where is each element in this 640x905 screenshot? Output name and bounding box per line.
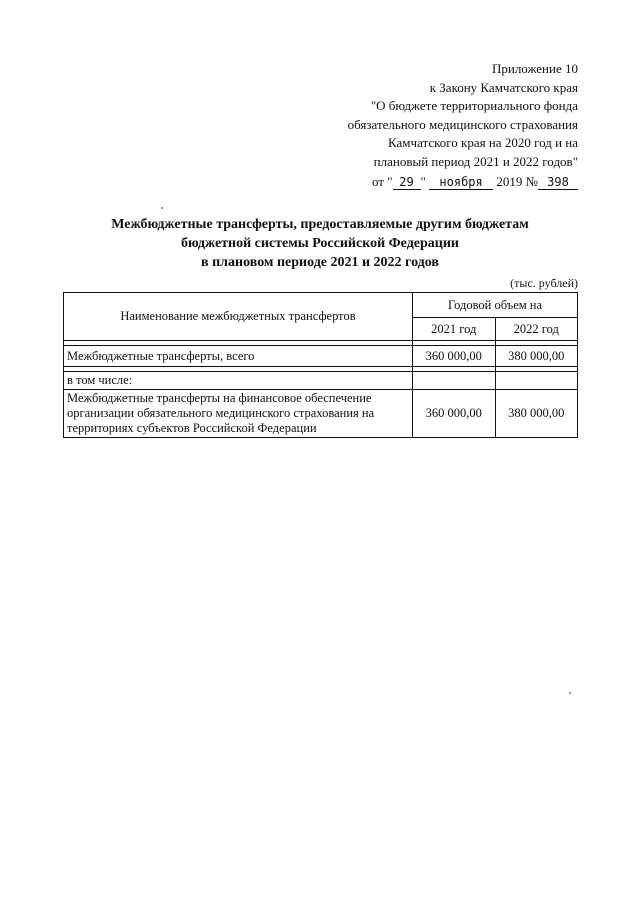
document-title xyxy=(60,215,580,272)
header-year-2021: 2021 год xyxy=(413,318,496,341)
law-number: 398 xyxy=(538,176,578,190)
quote-close: " xyxy=(420,174,426,189)
appendix-line: к Закону Камчатского края xyxy=(429,79,578,95)
row-2021: 360 000,00 xyxy=(413,390,496,438)
law-year: 2019 xyxy=(496,174,523,189)
number-sign: № xyxy=(525,174,538,189)
row-2022: 380 000,00 xyxy=(495,390,578,438)
scan-speck xyxy=(161,207,163,209)
title-line: бюджетной системы Российской Федерации xyxy=(181,236,459,251)
row-name: Межбюджетные трансферты на финансовое обеспечение организации обязательного медицинского страхования на территориях субъектов Российской Федерации xyxy=(64,390,413,438)
table-row xyxy=(64,372,578,390)
row-2022 xyxy=(495,372,578,390)
table-row xyxy=(64,390,578,438)
row-name: в том числе: xyxy=(64,372,413,390)
title-line: Межбюджетные трансферты, предоставляемые другим бюджетам xyxy=(111,217,529,232)
appendix-line: обязательного медицинского страхования xyxy=(347,116,578,132)
row-name: Межбюджетные трансферты, всего xyxy=(64,346,413,367)
appendix-block xyxy=(348,60,578,192)
row-2021: 360 000,00 xyxy=(413,346,496,367)
law-month: ноября xyxy=(429,176,493,190)
law-date-number xyxy=(348,173,578,192)
table-header-row xyxy=(64,293,578,318)
header-year-2022: 2022 год xyxy=(495,318,578,341)
transfers-table xyxy=(63,292,578,438)
header-group: Годовой объем на xyxy=(413,293,578,318)
row-2021 xyxy=(413,372,496,390)
from-prefix: от " xyxy=(371,174,393,189)
appendix-line: плановый период 2021 и 2022 годов" xyxy=(373,153,578,169)
appendix-line: Камчатского края на 2020 год и на xyxy=(388,135,578,150)
header-name: Наименование межбюджетных трансфертов xyxy=(64,293,413,341)
units-label: (тыс. рублей) xyxy=(510,276,578,290)
row-2022: 380 000,00 xyxy=(495,346,578,367)
table-row xyxy=(64,346,578,367)
appendix-line: "О бюджете территориального фонда xyxy=(370,98,578,113)
appendix-line: Приложение 10 xyxy=(491,61,578,76)
scan-speck xyxy=(569,692,571,694)
title-line: в плановом периоде 2021 и 2022 годов xyxy=(201,255,439,270)
law-day: 29 xyxy=(393,176,421,190)
